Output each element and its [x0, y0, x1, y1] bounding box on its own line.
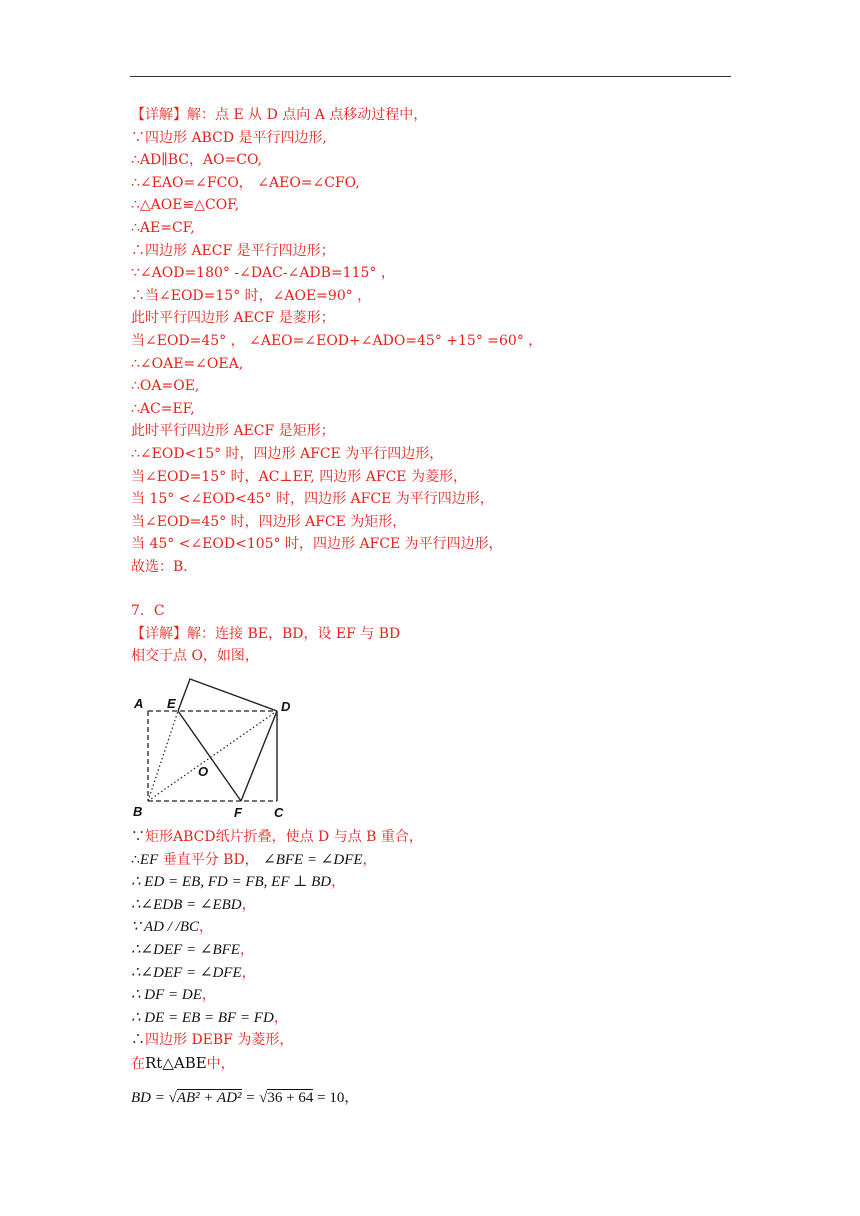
solution-line: 当∠EOD=45° 时，四边形 AFCE 为矩形， — [131, 513, 407, 530]
solution-line: 当 45° <∠EOD<105° 时，四边形 AFCE 为平行四边形， — [131, 536, 503, 553]
bd-formula-line: BD = √AB² + AD² = √36 + 64 = 10， — [131, 1089, 359, 1106]
solution-section-7 — [131, 600, 731, 668]
math-line: ∴ DE = EB = BF = FD， — [131, 1009, 288, 1026]
sqrt-sign: √ — [168, 1089, 177, 1106]
solution-line: ∴AE=CF, — [131, 219, 195, 236]
solution-line: 当 15° <∠EOD<45° 时，四边形 AFCE 为平行四边形， — [131, 491, 494, 508]
solution-line: ∴四边形 AECF 是平行四边形； — [131, 242, 335, 259]
label-o: O — [198, 764, 209, 779]
intro-line: 【详解】解：连接 BE，BD，设 EF 与 BD — [131, 625, 401, 642]
solution-line: 【详解】解：点 E 从 D 点向 A 点移动过程中， — [131, 107, 428, 123]
math-line: ∴∠DEF = ∠BFE， — [131, 941, 254, 958]
fold-line-ef — [178, 711, 241, 801]
folded-flap — [178, 679, 277, 711]
solution-line: ∴∠EOD<15° 时，四边形 AFCE 为平行四边形， — [131, 445, 444, 462]
solution-line: ∴AD∥BC，AO=CO, — [131, 152, 263, 169]
solution-line: ∴∠OAE=∠OEA, — [131, 355, 244, 372]
solution-line: 此时平行四边形 AECF 是矩形； — [131, 423, 335, 440]
solution-line: ∴OA=OE, — [131, 378, 200, 395]
perp-line: ∴EF 垂直平分 BD， ∠BFE = ∠DFE， — [131, 851, 377, 868]
solution-line: ∴当∠EOD=15° 时，∠AOE=90° ， — [131, 287, 372, 304]
segment-fd — [241, 711, 277, 801]
segment-be — [148, 711, 178, 801]
label-a: A — [134, 696, 144, 711]
math-line: ∴∠DEF = ∠DFE， — [131, 964, 256, 981]
solution-line: 当∠EOD=45° ， ∠AEO=∠EOD+∠ADO=45° +15° =60° ， — [131, 332, 543, 349]
solution-line: ∴AC=EF, — [131, 400, 195, 417]
label-b: B — [133, 804, 143, 819]
header-rule — [130, 76, 731, 77]
solution-section-6 — [131, 104, 731, 578]
math-line: ∵ AD / /BC， — [131, 919, 214, 936]
solution-line: ∵四边形 ABCD 是平行四边形, — [131, 129, 327, 146]
rhombus-line: ∴四边形 DEBF 为菱形， — [131, 1032, 294, 1049]
label-e: E — [167, 696, 176, 711]
question-number: 7．C — [131, 603, 165, 619]
rt-line: 在Rt△ABE中， — [131, 1053, 235, 1072]
sqrt-sign: √ — [259, 1089, 268, 1106]
geometry-figure — [130, 672, 300, 820]
solution-line: ∴△AOE≌△COF, — [131, 197, 240, 214]
label-c: C — [274, 805, 284, 820]
solution-line: 当∠EOD=15° 时，AC⊥EF, 四边形 AFCE 为菱形， — [131, 468, 467, 485]
segment-bd — [148, 711, 277, 801]
math-line: ∴∠EDB = ∠EBD， — [131, 896, 256, 913]
solution-line: ∵∠AOD=180° -∠DAC-∠ADB=115° ， — [131, 265, 395, 282]
solution-line: 故选：B. — [131, 558, 188, 575]
solution-line: ∴∠EAO=∠FCO， ∠AEO=∠CFO, — [131, 174, 360, 191]
solution-line: 此时平行四边形 AECF 是菱形； — [131, 310, 335, 327]
math-line: ∴ ED = EB, FD = FB, EF ⊥ BD， — [131, 874, 346, 891]
label-f: F — [234, 805, 242, 820]
intro-line: 相交于点 O，如图， — [131, 648, 259, 665]
proof-section — [131, 826, 731, 1115]
label-d: D — [281, 699, 291, 714]
fold-line: ∵矩形ABCD纸片折叠，使点 D 与点 B 重合， — [131, 829, 423, 845]
math-line: ∴ DF = DE， — [131, 987, 216, 1004]
